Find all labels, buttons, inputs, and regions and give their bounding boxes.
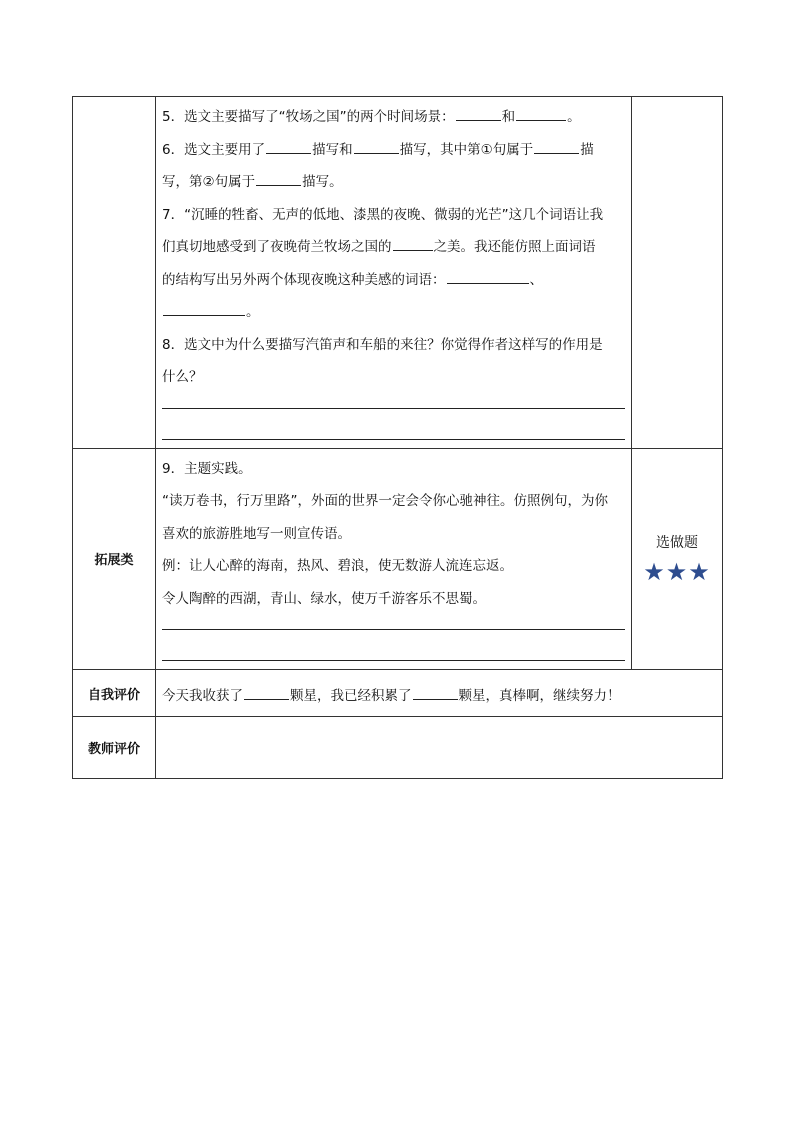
reading-row bbox=[73, 97, 723, 449]
extension-row bbox=[73, 448, 723, 670]
answer-blank[interactable] bbox=[456, 104, 501, 121]
teacher-eval-label: 教师评价 bbox=[73, 717, 156, 779]
answer-blank[interactable] bbox=[413, 683, 458, 700]
reading-questions-cell bbox=[156, 97, 632, 449]
answer-blank[interactable] bbox=[354, 137, 399, 154]
optional-cell bbox=[632, 448, 723, 670]
answer-blank[interactable] bbox=[163, 299, 245, 316]
self-eval-row bbox=[73, 670, 723, 717]
question-9: 9．主题实践。 bbox=[162, 460, 252, 477]
answer-line[interactable] bbox=[162, 394, 625, 409]
example-line-2: 令人陶醉的西湖，青山、绿水，使万千游客乐不思蜀。 bbox=[162, 590, 486, 607]
answer-blank[interactable] bbox=[516, 104, 566, 121]
reading-side-cell bbox=[632, 97, 723, 449]
self-eval-label: 自我评价 bbox=[73, 670, 156, 717]
question-8: 8．选文中为什么要描写汽笛声和车船的来往？你觉得作者这样写的作用是 什么？ bbox=[162, 336, 603, 385]
optional-label: 选做题 bbox=[656, 534, 698, 551]
question-6: 6．选文主要用了 描写和 描写，其中第①句属于 描 写，第②句属于 描写。 bbox=[162, 134, 625, 199]
question-9-prompt: “读万卷书，行万里路”，外面的世界一定会令你心驰神往。仿照例句，为你 喜欢的旅游胜地写一则宣传语。 bbox=[162, 493, 608, 542]
worksheet-table bbox=[72, 96, 723, 779]
question-5: 5．选文主要描写了“牧场之国”的两个时间场景： 和 。 bbox=[162, 101, 625, 134]
answer-blank[interactable] bbox=[244, 683, 289, 700]
extension-questions-cell bbox=[156, 448, 632, 670]
answer-blank[interactable] bbox=[266, 137, 311, 154]
teacher-eval-field[interactable] bbox=[156, 717, 723, 779]
answer-blank[interactable] bbox=[393, 234, 433, 251]
answer-line[interactable] bbox=[162, 425, 625, 440]
answer-blank[interactable] bbox=[256, 169, 301, 186]
extension-label: 拓展类 bbox=[73, 448, 156, 670]
answer-blank[interactable] bbox=[534, 137, 579, 154]
answer-blank[interactable] bbox=[447, 267, 529, 284]
star-rating-icon: ★★★ bbox=[643, 557, 711, 586]
answer-line[interactable] bbox=[162, 615, 625, 630]
question-7: 7．“沉睡的牲畜、无声的低地、漆黑的夜晚、微弱的光芒”这几个词语让我 们真切地感受到了夜晚荷兰牧场之国的 之美。我还能仿照上面词语 的结构写出另外两个体现夜晚这种美感的词语： 、 。 bbox=[162, 206, 604, 320]
example-line-1: 例：让人心醉的海南，热风、碧浪，使无数游人流连忘返。 bbox=[162, 558, 513, 574]
reading-label-cell bbox=[73, 97, 156, 449]
answer-line[interactable] bbox=[162, 646, 625, 661]
teacher-eval-row bbox=[73, 717, 723, 779]
self-eval-text: 今天我收获了 颗星，我已经积累了 颗星，真棒啊，继续努力！ bbox=[156, 670, 723, 717]
